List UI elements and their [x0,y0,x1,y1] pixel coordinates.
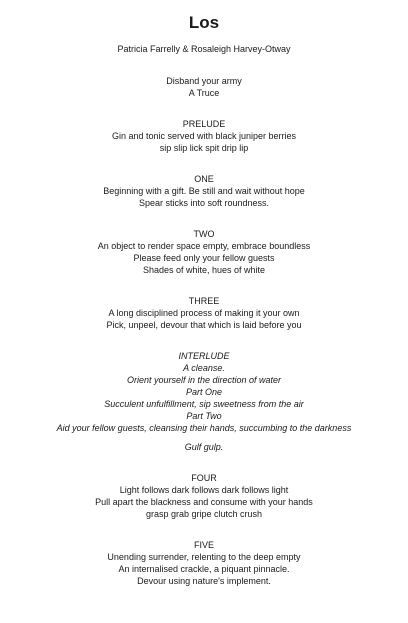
section-heading-interlude: INTERLUDE [178,351,230,361]
one-line: Spear sticks into soft roundness. [138,198,270,208]
interlude-line: Succulent unfulfillment, sip sweetness from the air [104,399,304,409]
three-line: Pick, unpeel, devour that which is laid before you [106,320,302,330]
section-heading-five: FIVE [193,540,214,550]
five-line: An internalised crackle, a piquant pinnacle. [118,564,290,574]
two-line: Shades of white, hues of white [142,265,266,275]
interlude-closing: Gulf gulp. [184,442,224,452]
three-line: A long disciplined process of making it your own [108,308,300,318]
two-line: An object to render space empty, embrace boundless [97,241,311,251]
interlude-line: Aid your fellow guests, cleansing their hands, succumbing to the darkness [56,423,352,433]
two-line: Please feed only your fellow guests [133,253,275,263]
five-line: Devour using nature's implement. [137,576,271,586]
section-heading-two: TWO [193,229,215,239]
interlude-line: A cleanse. [183,363,225,373]
page-title: Los [188,13,220,32]
section-heading-four: FOUR [191,473,217,483]
one-line: Beginning with a gift. Be still and wait without hope [103,186,305,196]
four-line: Light follows dark follows dark follows light [119,485,289,495]
prelude-line: Gin and tonic served with black juniper berries [111,131,297,141]
authors-line: Patricia Farrelly & Rosaleigh Harvey-Otway [117,44,291,54]
intro-line: A Truce [188,88,220,98]
four-line: Pull apart the blackness and consume with your hands [95,497,313,507]
interlude-line: Orient yourself in the direction of water [126,375,282,385]
interlude-line: Part One [185,387,223,397]
five-line: Unending surrender, relenting to the deep empty [107,552,301,562]
four-line: grasp grab gripe clutch crush [145,509,263,519]
section-heading-prelude: PRELUDE [182,119,226,129]
intro-line: Disband your army [166,76,242,86]
interlude-line: Part Two [186,411,222,421]
section-heading-three: THREE [188,296,220,306]
section-heading-one: ONE [194,174,214,184]
prelude-line: sip slip lick spit drip lip [159,143,249,153]
